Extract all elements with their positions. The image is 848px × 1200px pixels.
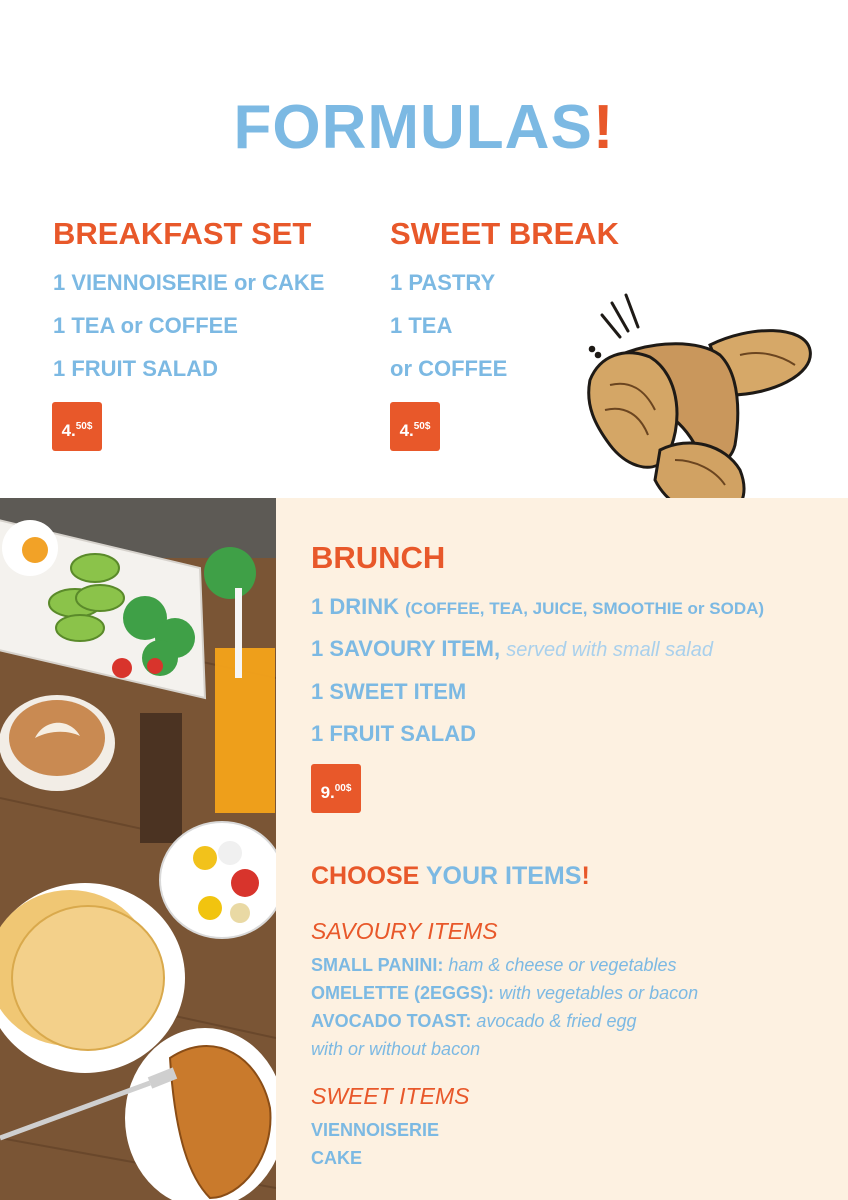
item-detail: with or without bacon bbox=[311, 1039, 481, 1059]
price-cents: 50$ bbox=[413, 421, 431, 432]
item-detail: with vegetables or bacon bbox=[499, 983, 699, 1003]
choose-word1: CHOOSE bbox=[311, 862, 420, 890]
brunch-drink-detail: (COFFEE, TEA, JUICE, SMOOTHIE or SODA) bbox=[405, 599, 765, 618]
price-main: 9. bbox=[320, 783, 335, 802]
breakfast-heading: BREAKFAST SET bbox=[53, 216, 312, 251]
breakfast-item: 1 FRUIT SALAD bbox=[53, 356, 218, 381]
choose-word2: YOUR ITEMS bbox=[425, 862, 582, 890]
item-detail: avocado & fried egg bbox=[476, 1011, 637, 1031]
sweet-items-heading: SWEET ITEMS bbox=[311, 1083, 470, 1109]
title-mark: ! bbox=[592, 93, 615, 162]
savoury-item bbox=[311, 979, 831, 1007]
price-main: 4. bbox=[61, 421, 76, 440]
brunch-savoury-detail: served with small salad bbox=[506, 639, 713, 661]
price-cents: 00$ bbox=[334, 783, 352, 794]
brunch-heading: BRUNCH bbox=[311, 540, 446, 575]
savoury-items-heading: SAVOURY ITEMS bbox=[311, 918, 498, 944]
price-cents: 50$ bbox=[75, 421, 93, 432]
page-title bbox=[0, 92, 848, 163]
brunch-sweet: 1 SWEET ITEM bbox=[311, 679, 467, 704]
item-detail: ham & cheese or vegetables bbox=[448, 955, 677, 975]
sweet-items-list bbox=[311, 1116, 439, 1172]
sweet-break-item: or COFFEE bbox=[390, 356, 508, 381]
breakfast-item: 1 TEA or COFFEE bbox=[53, 313, 238, 338]
breakfast-price-badge bbox=[52, 402, 102, 451]
brunch-drink-line bbox=[311, 594, 764, 620]
brunch-table-photo bbox=[0, 498, 276, 1200]
croissant-illustration bbox=[580, 285, 820, 525]
breakfast-item: 1 VIENNOISERIE or CAKE bbox=[53, 270, 325, 295]
sweet-item: VIENNOISERIE bbox=[311, 1120, 440, 1140]
brunch-price-badge bbox=[311, 764, 361, 813]
brunch-fruit: 1 FRUIT SALAD bbox=[311, 721, 476, 746]
choose-mark: ! bbox=[581, 862, 590, 890]
savoury-items-list bbox=[311, 951, 831, 1063]
price-main: 4. bbox=[399, 421, 414, 440]
sweet-item: CAKE bbox=[311, 1148, 363, 1168]
item-name: AVOCADO TOAST: bbox=[311, 1011, 472, 1031]
brunch-drink: 1 DRINK bbox=[311, 594, 400, 619]
brunch-savoury: 1 SAVOURY ITEM, bbox=[311, 636, 501, 661]
savoury-item-continued bbox=[311, 1035, 831, 1063]
item-name: OMELETTE (2EGGS): bbox=[311, 983, 495, 1003]
choose-heading bbox=[311, 862, 590, 891]
sweet-break-price-badge bbox=[390, 402, 440, 451]
sweet-break-heading: SWEET BREAK bbox=[390, 216, 620, 251]
brunch-savoury-line bbox=[311, 636, 713, 662]
sweet-break-item: 1 PASTRY bbox=[390, 270, 496, 295]
item-name: SMALL PANINI: bbox=[311, 955, 444, 975]
savoury-item bbox=[311, 951, 831, 979]
savoury-item bbox=[311, 1007, 831, 1035]
title-main: FORMULAS bbox=[233, 93, 593, 162]
sweet-break-item: 1 TEA bbox=[390, 313, 453, 338]
